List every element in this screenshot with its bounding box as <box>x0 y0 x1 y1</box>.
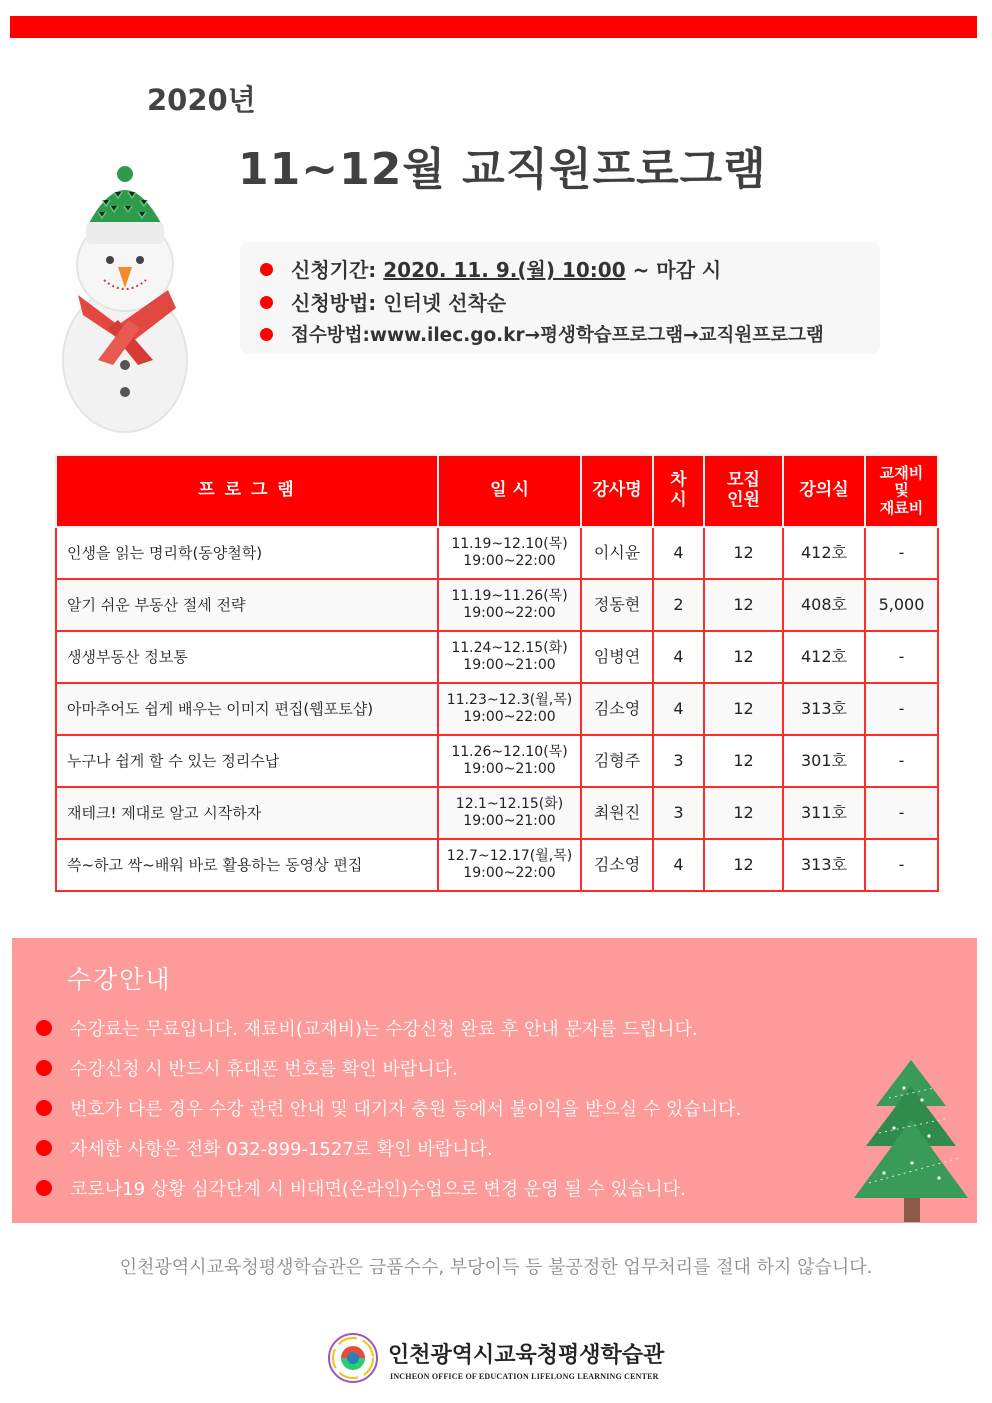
program-fee: - <box>865 527 938 579</box>
program-name: 누구나 쉽게 할 수 있는 정리수납 <box>56 735 438 787</box>
header-teacher: 강사명 <box>581 455 653 527</box>
header-fee: 교재비 및 재료비 <box>865 455 938 527</box>
program-room: 313호 <box>783 839 865 891</box>
program-date: 11.23~12.3(월,목) 19:00~22:00 <box>438 683 581 735</box>
bullet-icon <box>36 1180 52 1196</box>
method-text: 신청방법: 인터넷 선착순 <box>291 291 507 315</box>
program-teacher: 임병연 <box>581 631 653 683</box>
guide-item: 번호가 다른 경우 수강 관련 안내 및 대기자 충원 등에서 불이익을 받으실 수 있습니다. <box>36 1095 741 1121</box>
program-name: 생생부동산 정보통 <box>56 631 438 683</box>
org-name: 인천광역시교육청평생학습관 <box>388 1342 665 1368</box>
program-capacity: 12 <box>704 683 783 735</box>
guide-item: 수강료는 무료입니다. 재료비(교재비)는 수강신청 완료 후 안내 문자를 드립니다. <box>36 1015 698 1041</box>
program-sessions: 2 <box>653 579 704 631</box>
program-capacity: 12 <box>704 787 783 839</box>
header-room: 강의실 <box>783 455 865 527</box>
guide-title: 수강안내 <box>67 965 172 994</box>
program-sessions: 4 <box>653 527 704 579</box>
bullet-icon <box>36 1140 52 1156</box>
program-name: 알기 쉬운 부동산 절세 전략 <box>56 579 438 631</box>
program-name: 인생을 읽는 명리학(동양철학) <box>56 527 438 579</box>
snowman-illustration <box>58 160 198 440</box>
header-capacity: 모집 인원 <box>704 455 783 527</box>
table-row <box>56 787 938 839</box>
application-path <box>260 321 824 347</box>
table-row <box>56 735 938 787</box>
path-text: 접수방법:www.ilec.go.kr→평생학습프로그램→교직원프로그램 <box>291 325 824 346</box>
program-room: 412호 <box>783 527 865 579</box>
course-guide-panel <box>12 938 977 1223</box>
program-capacity: 12 <box>704 839 783 891</box>
program-date: 12.1~12.15(화) 19:00~21:00 <box>438 787 581 839</box>
program-room: 408호 <box>783 579 865 631</box>
application-info-box <box>240 242 880 354</box>
program-room: 301호 <box>783 735 865 787</box>
program-teacher: 김소영 <box>581 683 653 735</box>
program-fee: - <box>865 683 938 735</box>
program-room: 313호 <box>783 683 865 735</box>
bullet-icon <box>36 1020 52 1036</box>
page-year: 2020년 <box>147 83 256 117</box>
program-fee: - <box>865 839 938 891</box>
page-title: 11~12월 교직원프로그램 <box>238 144 767 195</box>
guide-item: 코로나19 상황 심각단계 시 비대면(온라인)수업으로 변경 운영 될 수 있습니다. <box>36 1175 686 1201</box>
program-date: 12.7~12.17(월,목) 19:00~22:00 <box>438 839 581 891</box>
program-teacher: 최원진 <box>581 787 653 839</box>
table-row <box>56 839 938 891</box>
header-datetime: 일 시 <box>438 455 581 527</box>
period-label: 신청기간: <box>291 258 384 282</box>
bullet-icon <box>260 296 273 309</box>
program-sessions: 4 <box>653 839 704 891</box>
program-date: 11.26~12.10(목) 19:00~21:00 <box>438 735 581 787</box>
period-value: 2020. 11. 9.(월) 10:00 <box>383 258 626 282</box>
program-sessions: 4 <box>653 631 704 683</box>
table-row <box>56 683 938 735</box>
program-room: 412호 <box>783 631 865 683</box>
program-fee: - <box>865 631 938 683</box>
table-row <box>56 527 938 579</box>
top-accent-bar <box>10 16 977 38</box>
program-sessions: 3 <box>653 787 704 839</box>
org-logo <box>327 1332 379 1384</box>
program-teacher: 정동현 <box>581 579 653 631</box>
program-name: 아마추어도 쉽게 배우는 이미지 편집(웹포토샵) <box>56 683 438 735</box>
bullet-icon <box>36 1060 52 1076</box>
table-row <box>56 631 938 683</box>
header-program: 프 로 그 램 <box>56 455 438 527</box>
program-teacher: 김소영 <box>581 839 653 891</box>
table-header-row <box>56 455 938 527</box>
program-table <box>55 454 939 892</box>
bullet-icon <box>36 1100 52 1116</box>
program-capacity: 12 <box>704 579 783 631</box>
program-date: 11.19~12.10(목) 19:00~22:00 <box>438 527 581 579</box>
org-english-name: INCHEON OFFICE OF EDUCATION LIFELONG LEARNING CENTER <box>390 1372 659 1381</box>
guide-item: 자세한 사항은 전화 032-899-1527로 확인 바랍니다. <box>36 1135 493 1161</box>
guide-item: 수강신청 시 반드시 휴대폰 번호를 확인 바랍니다. <box>36 1055 458 1081</box>
table-row <box>56 579 938 631</box>
program-fee: 5,000 <box>865 579 938 631</box>
program-capacity: 12 <box>704 735 783 787</box>
program-name: 재테크! 제대로 알고 시작하자 <box>56 787 438 839</box>
program-fee: - <box>865 735 938 787</box>
bullet-icon <box>260 328 273 341</box>
period-suffix: ~ 마감 시 <box>625 258 722 282</box>
application-period <box>260 254 721 283</box>
christmas-tree-illustration <box>854 1058 969 1223</box>
program-teacher: 김형주 <box>581 735 653 787</box>
program-date: 11.19~11.26(목) 19:00~22:00 <box>438 579 581 631</box>
program-fee: - <box>865 787 938 839</box>
header-sessions: 차 시 <box>653 455 704 527</box>
program-sessions: 3 <box>653 735 704 787</box>
program-sessions: 4 <box>653 683 704 735</box>
program-room: 311호 <box>783 787 865 839</box>
program-name: 쓱~하고 싹~배워 바로 활용하는 동영상 편집 <box>56 839 438 891</box>
program-capacity: 12 <box>704 527 783 579</box>
program-date: 11.24~12.15(화) 19:00~21:00 <box>438 631 581 683</box>
bullet-icon <box>260 263 273 276</box>
program-teacher: 이시윤 <box>581 527 653 579</box>
application-method <box>260 287 506 316</box>
integrity-notice: 인천광역시교육청평생학습관은 금품수수, 부당이득 등 불공정한 업무처리를 절대 하지 않습니다. <box>119 1257 873 1278</box>
program-capacity: 12 <box>704 631 783 683</box>
